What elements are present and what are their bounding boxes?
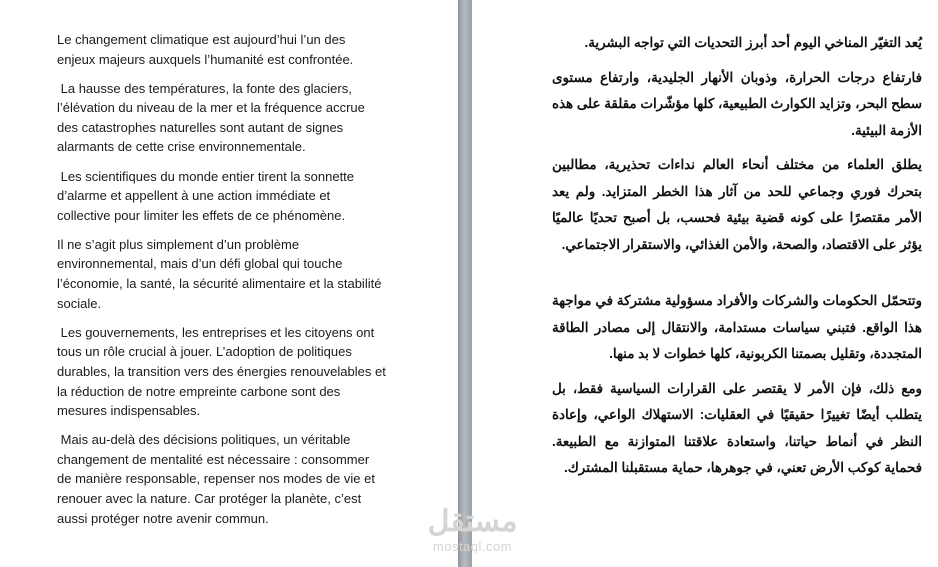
arabic-text-column bbox=[552, 30, 922, 490]
french-text-column bbox=[57, 30, 390, 538]
page-divider bbox=[458, 0, 472, 567]
french-paragraph-6: Mais au-delà des décisions politiques, un véritable changement de mentalité est nécessaire : consommer de manière responsable, repenser nos modes de vie et renouer avec la nature. Car protéger la planète, c’est aussi protéger notre avenir commun. bbox=[57, 432, 379, 526]
arabic-paragraph-5: ومع ذلك، فإن الأمر لا يقتصر على القرارات السياسية فقط، بل يتطلب أيضًا تغييرًا حقيقيًا في العقليات: الاستهلاك الواعي، وإعادة النظر في أنماط حياتنا، واستعادة علاقتنا المتوازنة مع الطبيعة. فحماية كوكب الأرض تعني، في جوهرها، حماية مستقبلنا المشترك. bbox=[552, 380, 922, 475]
french-paragraph-4: Il ne s’agit plus simplement d’un problème environnemental, mais d’un défi global qui touche l’économie, la santé, la sécurité alimentaire et la stabilité sociale. bbox=[57, 236, 386, 311]
arabic-paragraph-3: يطلق العلماء من مختلف أنحاء العالم نداءات تحذيرية، مطالبين بتحرك فوري وجماعي للحد من آثار هذا الخطر المتزايد. ولم يعد الأمر مقتصرًا على كونه قضية بيئية فحسب، بل أصبح تحديًا عالميًا يؤثر على الاقتصاد، والصحة، والأمن الغذائي، والاستقرار الاجتماعي. bbox=[552, 157, 922, 252]
arabic-paragraph-2: فارتفاع درجات الحرارة، وذوبان الأنهار الجليدية، وارتفاع مستوى سطح البحر، وتزايد الكوارث الطبيعية، كلها مؤشّرات مقلقة على هذه الأزمة البيئية. bbox=[552, 69, 922, 138]
french-paragraph-3: Les scientifiques du monde entier tirent la sonnette d’alarme et appellent à une action immédiate et collective pour limiter les effets de ce phénomène. bbox=[57, 168, 358, 223]
french-paragraph-1: Le changement climatique est aujourd’hui l’un des enjeux majeurs auxquels l’humanité est confrontée. bbox=[57, 32, 354, 67]
arabic-paragraph-4: وتتحمّل الحكومات والشركات والأفراد مسؤولية مشتركة في مواجهة هذا الواقع. فتبني سياسات مستدامة، والانتقال إلى مصادر الطاقة المتجددة، وتقليل بصمتنا الكربونية، كلها خطوات لا بد منها. bbox=[552, 293, 922, 361]
watermark-url: mostaql.com bbox=[432, 539, 513, 554]
arabic-page bbox=[472, 0, 938, 567]
arabic-paragraph-1: يُعد التغيّر المناخي اليوم أحد أبرز التحديات التي تواجه البشرية. bbox=[584, 35, 922, 50]
watermark-logo: مستقل bbox=[427, 505, 518, 538]
french-paragraph-5: Les gouvernements, les entreprises et les citoyens ont tous un rôle crucial à jouer. L’adoption de politiques durables, la transition vers des énergies renouvelables et la réduction de notre empreinte carbone sont des mesures indispensables. bbox=[57, 324, 390, 419]
french-paragraph-2: La hausse des températures, la fonte des glaciers, l’élévation du niveau de la mer et la fréquence accrue des catastrophes naturelles sont autant de signes alarmants de cette crise environnementale. bbox=[57, 80, 369, 155]
french-page bbox=[0, 0, 458, 567]
